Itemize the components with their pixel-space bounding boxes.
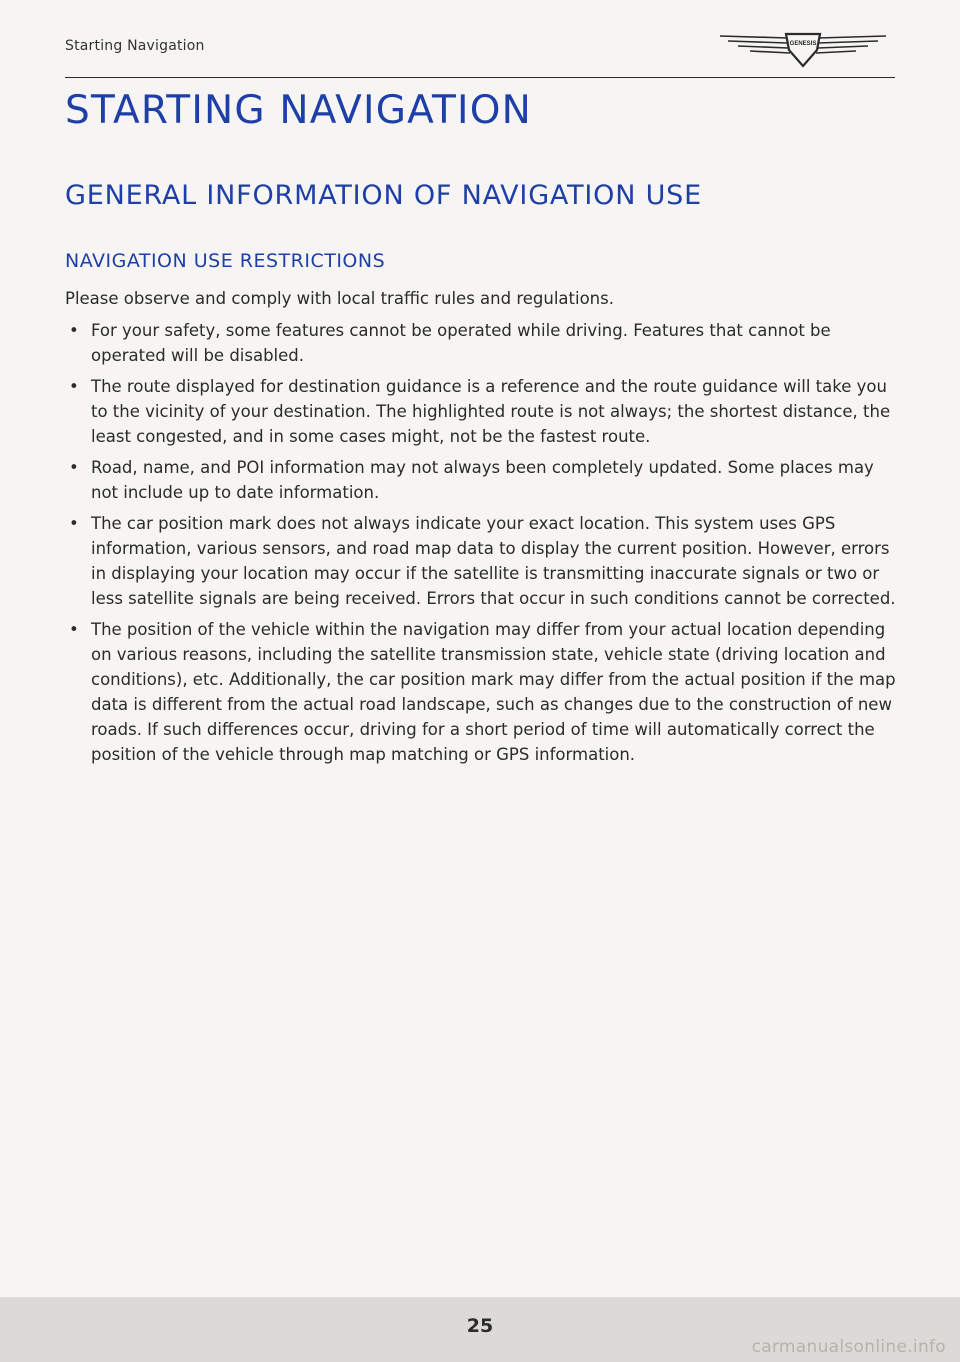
bullet-icon: • <box>69 620 79 639</box>
section-title: GENERAL INFORMATION OF NAVIGATION USE <box>65 180 702 211</box>
list-item <box>65 511 897 611</box>
subsection-title: NAVIGATION USE RESTRICTIONS <box>65 250 386 272</box>
header-section-label: Starting Navigation <box>65 38 205 54</box>
bullet-icon: • <box>69 321 79 340</box>
header-divider <box>65 77 895 78</box>
page-number: 25 <box>466 1315 494 1337</box>
list-item-text: The position of the vehicle within the navigation may differ from your actual location depending on various reasons, including the satellite transmission state, vehicle state (driving location and conditions), etc. Additionally, the car position mark may differ from the actual position if the map data is different from the actual road landscape, such as changes due to the construction of new roads. If such differences occur, driving for a short period of time will automatically correct the position of the vehicle through map matching or GPS information. <box>91 620 896 764</box>
list-item <box>65 455 897 505</box>
list-item-text: The route displayed for destination guidance is a reference and the route guidance will take you to the vicinity of your destination. The highlighted route is not always; the shortest distance, the least congested, and in some cases might, not be the fastest route. <box>91 377 891 446</box>
list-item-text: Road, name, and POI information may not always been completely updated. Some places may not include up to date information. <box>91 458 874 502</box>
intro-paragraph: Please observe and comply with local traffic rules and regulations. <box>65 289 614 308</box>
bullet-icon: • <box>69 514 79 533</box>
list-item <box>65 318 897 368</box>
logo-wordmark: GENESIS <box>789 41 817 47</box>
body-content <box>65 286 897 773</box>
list-item-text: The car position mark does not always indicate your exact location. This system uses GPS information, various sensors, and road map data to display the current position. However, errors in displaying your location may occur if the satellite is transmitting inaccurate signals or two or less satellite signals are being received. Errors that occur in such conditions cannot be corrected. <box>91 514 896 608</box>
bullet-icon: • <box>69 377 79 396</box>
page-title: STARTING NAVIGATION <box>65 88 533 133</box>
list-item <box>65 374 897 449</box>
list-item <box>65 617 897 767</box>
watermark-text: carmanualsonline.info <box>751 1337 946 1357</box>
bullet-icon: • <box>69 458 79 477</box>
genesis-logo <box>718 30 888 70</box>
list-item-text: For your safety, some features cannot be operated while driving. Features that cannot be operated will be disabled. <box>91 321 831 365</box>
restrictions-list <box>65 318 897 767</box>
